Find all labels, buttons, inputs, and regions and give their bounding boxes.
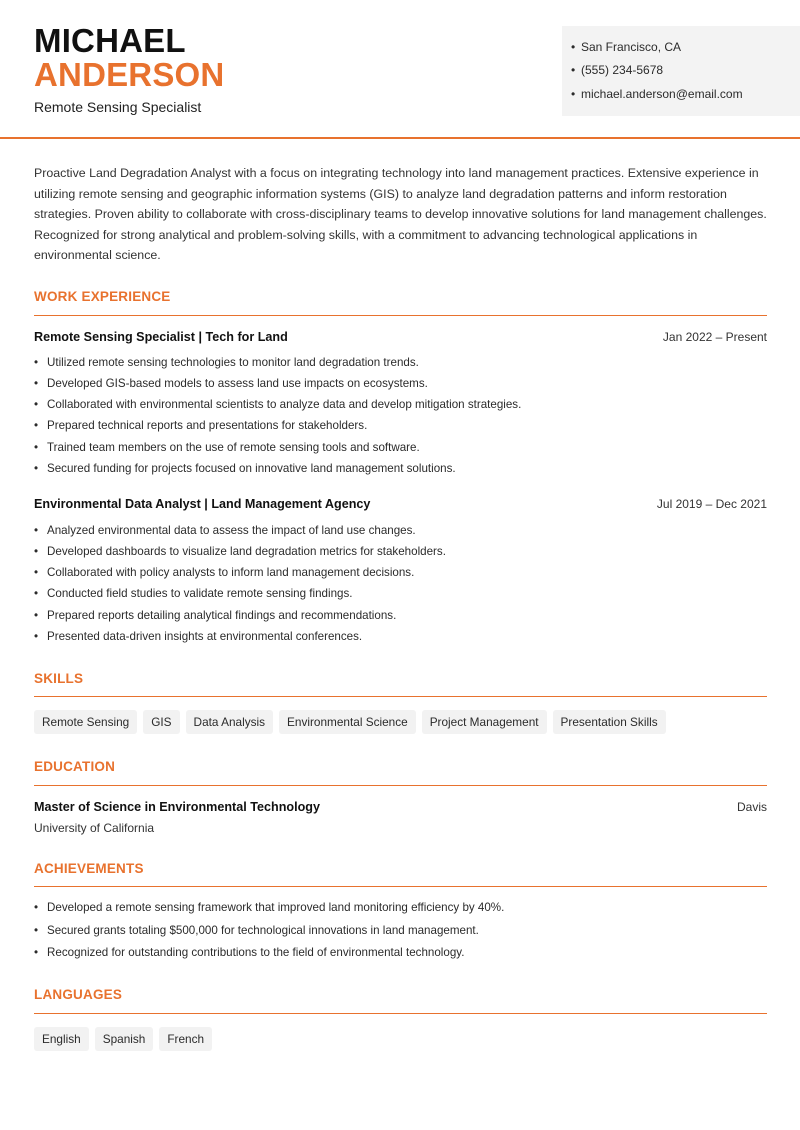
section-divider [34,886,767,887]
skill-tag: GIS [143,710,179,734]
list-item: • Utilized remote sensing technologies to monitor land degradation trends. [47,356,419,369]
education-degree: Master of Science in Environmental Technology [34,800,320,814]
education-school: University of California [34,821,155,835]
list-item: • Developed dashboards to visualize land degradation metrics for stakeholders. [47,545,446,558]
resume-header [0,0,800,139]
list-item: • Recognized for outstanding contributions to the field of environmental technology. [47,946,464,959]
job-dates: Jul 2019 – Dec 2021 [656,497,767,511]
education-location: Davis [736,800,767,814]
contact-email[interactable]: • michael.anderson@email.com [581,87,743,101]
language-tag: Spanish [95,1027,154,1051]
job-title: Environmental Data Analyst | Land Management Agency [34,497,371,511]
job-dates: Jan 2022 – Present [662,330,767,344]
contact-phone: • (555) 234-5678 [581,63,663,77]
languages-list [34,1027,212,1051]
section-divider [34,315,767,316]
contact-location: • San Francisco, CA [581,40,681,54]
contact-box [562,26,800,116]
section-divider [34,785,767,786]
list-item: • Secured funding for projects focused on innovative land management solutions. [47,462,456,475]
section-title-languages: LANGUAGES [34,987,123,1002]
skill-tag: Project Management [422,710,547,734]
skill-tag: Presentation Skills [553,710,666,734]
skills-list [34,710,666,734]
section-divider [34,1013,767,1014]
language-tag: French [159,1027,212,1051]
list-item: • Conducted field studies to validate remote sensing findings. [47,587,353,600]
section-title-education: EDUCATION [34,759,116,774]
last-name: ANDERSON [34,56,225,93]
skill-tag: Remote Sensing [34,710,137,734]
skill-tag: Environmental Science [279,710,416,734]
first-name: MICHAEL [34,22,186,59]
language-tag: English [34,1027,89,1051]
section-title-skills: SKILLS [34,671,84,686]
section-title-achievements: ACHIEVEMENTS [34,861,144,876]
list-item: • Analyzed environmental data to assess the impact of land use changes. [47,524,416,537]
list-item: • Developed a remote sensing framework that improved land monitoring efficiency by 40%. [47,901,504,914]
job-title: Remote Sensing Specialist | Tech for Land [34,330,288,344]
list-item: • Collaborated with policy analysts to inform land management decisions. [47,566,414,579]
list-item: • Prepared technical reports and presentations for stakeholders. [47,419,367,432]
list-item: • Presented data-driven insights at environmental conferences. [47,630,362,643]
list-item: • Secured grants totaling $500,000 for technological innovations in land management. [47,924,479,937]
skill-tag: Data Analysis [186,710,273,734]
section-divider [34,696,767,697]
list-item: • Developed GIS-based models to assess land use impacts on ecosystems. [47,377,428,390]
list-item: • Trained team members on the use of remote sensing tools and software. [47,441,420,454]
summary-paragraph: Proactive Land Degradation Analyst with a focus on integrating technology into land management practices. Extensive experience in utilizing remote sensing and geographic information systems (GIS) to analyze land degradation patterns and inform restoration strategies. Proven ability to collaborate with cross-disciplinary teams to develop innovative solutions for land management challenges. Recognized for strong analytical and problem-solving skills, with a commitment to advancing technological applications in environmental science. [34,166,767,262]
list-item: • Collaborated with environmental scientists to analyze data and develop mitigation strategies. [47,398,521,411]
list-item: • Prepared reports detailing analytical findings and recommendations. [47,609,396,622]
job-role: Remote Sensing Specialist [34,99,202,115]
section-title-work: WORK EXPERIENCE [34,289,171,304]
